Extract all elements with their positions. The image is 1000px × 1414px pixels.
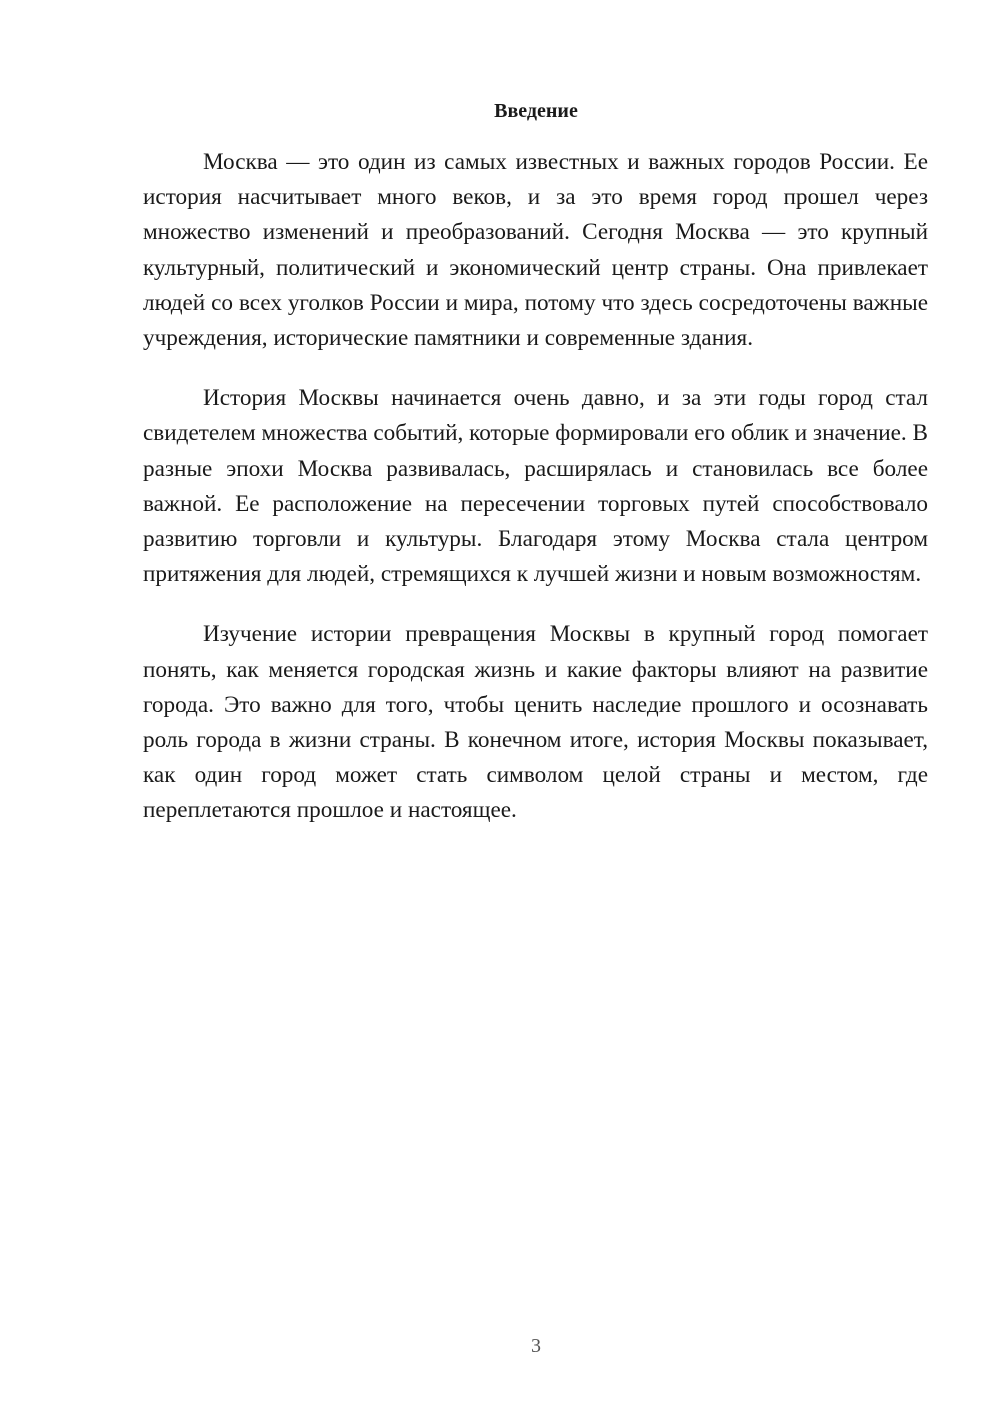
paragraph-3: Изучение истории превращения Москвы в крупный город помогает понять, как меняется городская жизнь и какие факторы влияют на развитие города. Это важно для того, чтобы ценить наследие прошлого и осознавать роль города в жизни страны. В конечном итоге, история Москвы показывает, как один город может стать символом целой страны и местом, где переплетаются прошлое и настоящее. bbox=[143, 621, 928, 824]
page-number: 3 bbox=[531, 1335, 541, 1357]
paragraph-2: История Москвы начинается очень давно, и за эти годы город стал свидетелем множества событий, которые формировали его облик и значение. В разные эпохи Москва развивалась, расширялась и становилась все более важной. Ее расположение на пересечении торговых путей способствовало развитию торговли и культуры. Благодаря этому Москва стала центром притяжения для людей, стремящихся к лучшей жизни и новым возможностям. bbox=[143, 385, 928, 588]
body-text bbox=[143, 145, 928, 829]
section-heading: Введение bbox=[494, 100, 578, 122]
paragraph-1: Москва — это один из самых известных и важных городов России. Ее история насчитывает много веков, и за это время город прошел через множество изменений и преобразований. Сегодня Москва — это крупный культурный, политический и экономический центр страны. Она привлекает людей со всех уголков России и мира, потому что здесь сосредоточены важные учреждения, исторические памятники и современные здания. bbox=[143, 149, 928, 352]
